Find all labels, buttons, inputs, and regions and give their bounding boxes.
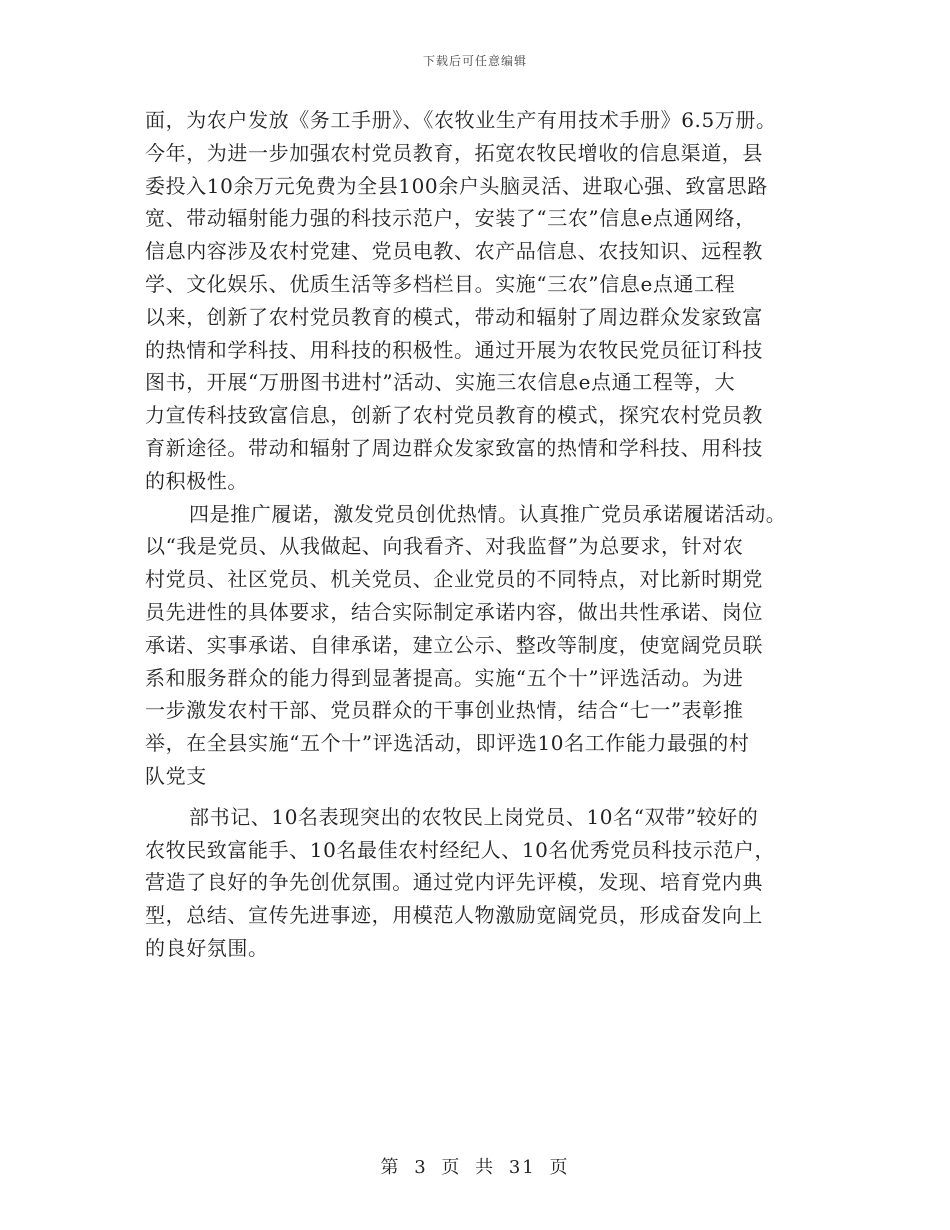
text-line: 信息内容涉及农村党建、党员电教、农产品信息、农技知识、远程教 (145, 239, 763, 264)
text-line: 四是推广履诺，激发党员创优热情。认真推广党员承诺履诺活动。 (189, 501, 787, 526)
page-number: 第 3 页 共 31 页 (380, 1157, 570, 1178)
text-line: 村党员、社区党员、机关党员、企业党员的不同特点，对比新时期党 (145, 567, 763, 592)
text-line: 以“我是党员、从我做起、向我看齐、对我监督”为总要求，针对农 (145, 534, 744, 559)
text-line: 承诺、实事承诺、自律承诺，建立公示、整改等制度，使宽阔党员联 (145, 632, 763, 657)
text-line: 型，总结、宣传先进事迹，用模范人物激励宽阔党员，形成奋发向上 (145, 903, 763, 928)
text-line: 的积极性。 (145, 468, 248, 493)
text-line: 一步激发农村干部、党员群众的干事创业热情，结合“七一”表彰推 (145, 698, 744, 723)
text-line: 今年，为进一步加强农村党员教育，拓宽农牧民增收的信息渠道，县 (145, 140, 763, 165)
text-line: 的良好氛围。 (145, 935, 269, 960)
text-line: 队党支 (145, 763, 207, 788)
text-line: 力宣传科技致富信息，创新了农村党员教育的模式，探究农村党员教 (145, 403, 763, 428)
text-line: 委投入10余万元免费为全县100余户头脑灵活、进取心强、致富思路 (145, 173, 768, 198)
text-line: 部书记、10名表现突出的农牧民上岗党员、10名“双带”较好的 (189, 804, 759, 829)
text-line: 图书，开展“万册图书进村”活动、实施三农信息e点通工程等，大 (145, 370, 736, 395)
text-line: 农牧民致富能手、10名最佳农村经纪人、10名优秀党员科技示范户， (145, 837, 776, 862)
text-line: 学、文化娱乐、优质生活等多档栏目。实施“三农”信息e点通工程 (145, 271, 736, 296)
header-note: 下载后可任意编辑 (422, 54, 527, 68)
text-line: 的热情和学科技、用科技的积极性。通过开展为农牧民党员征订科技 (145, 337, 763, 362)
text-line: 举，在全县实施“五个十”评选活动，即评选10名工作能力最强的村 (145, 731, 750, 756)
paragraph-1 (145, 104, 825, 498)
text-line: 员先进性的具体要求，结合实际制定承诺内容，做出共性承诺、岗位 (145, 599, 763, 624)
document-body (145, 104, 825, 965)
paragraph-2 (145, 498, 825, 793)
paragraph-3 (145, 801, 825, 965)
text-line: 面，为农户发放《务工手册》、《农牧业生产有用技术手册》6.5万册。 (145, 108, 777, 132)
text-line: 系和服务群众的能力得到显著提高。实施“五个十”评选活动。为进 (145, 665, 744, 690)
text-line: 营造了良好的争先创优氛围。通过党内评先评模，发现、培育党内典 (145, 870, 763, 895)
text-line: 育新途径。带动和辐射了周边群众发家致富的热情和学科技、用科技 (145, 435, 763, 460)
text-line: 宽、带动辐射能力强的科技示范户，安装了“三农”信息e点通网络， (145, 206, 756, 231)
text-line: 以来，创新了农村党员教育的模式，带动和辐射了周边群众发家致富 (145, 304, 763, 329)
